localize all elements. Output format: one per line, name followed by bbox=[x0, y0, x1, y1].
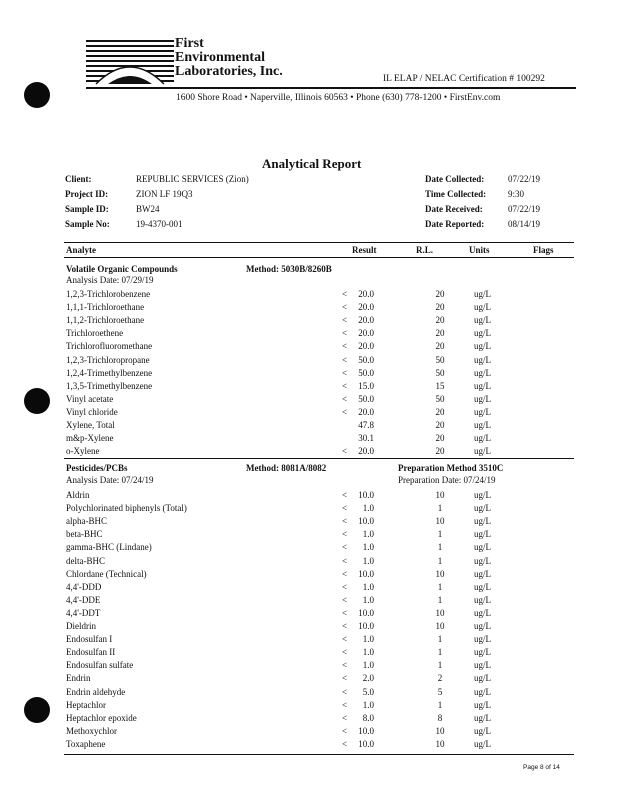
units-cell: ug/L bbox=[474, 647, 491, 658]
analyte-cell: Endrin aldehyde bbox=[66, 686, 126, 697]
less-than-cell: < bbox=[342, 581, 348, 592]
units-cell: ug/L bbox=[474, 503, 491, 514]
units-cell: ug/L bbox=[474, 725, 491, 736]
table-row bbox=[66, 541, 574, 554]
units-cell: ug/L bbox=[474, 594, 491, 605]
pest-prep-method: Preparation Method 3510C bbox=[398, 463, 504, 473]
result-cell: 1.0 bbox=[362, 529, 374, 540]
rl-cell: 10 bbox=[435, 725, 445, 736]
result-cell: 10.0 bbox=[358, 568, 374, 579]
rl-cell: 50 bbox=[435, 393, 445, 404]
less-than-cell: < bbox=[342, 380, 348, 391]
rl-cell: 1 bbox=[437, 555, 443, 566]
col-result: Result bbox=[352, 245, 377, 255]
sample-id-label: Sample ID: bbox=[65, 204, 109, 214]
company-name: First Environmental Laboratories, Inc. bbox=[175, 36, 283, 79]
less-than-cell: < bbox=[342, 406, 348, 417]
table-row bbox=[66, 555, 574, 568]
units-cell: ug/L bbox=[474, 712, 491, 723]
table-row bbox=[66, 725, 574, 738]
units-cell: ug/L bbox=[474, 621, 491, 631]
less-than-cell: < bbox=[342, 634, 348, 645]
units-cell: ug/L bbox=[474, 367, 491, 378]
analyte-cell: 1,1,1-Trichloroethane bbox=[66, 302, 145, 313]
less-than-cell: < bbox=[342, 302, 348, 313]
analyte-cell: Toxaphene bbox=[66, 738, 106, 749]
less-than-cell: < bbox=[342, 516, 348, 527]
date-received-value: 07/22/19 bbox=[508, 204, 541, 214]
less-than-cell: < bbox=[342, 647, 348, 658]
analyte-cell: 1,1,2-Trichloroethane bbox=[66, 315, 145, 326]
table-row bbox=[66, 738, 574, 751]
rl-cell: 20 bbox=[435, 302, 445, 313]
rl-cell: 20 bbox=[435, 328, 445, 339]
less-than-cell: < bbox=[342, 367, 348, 378]
rl-cell: 20 bbox=[435, 406, 445, 417]
analyte-cell: 4,4'-DDE bbox=[66, 594, 101, 605]
rl-cell: 50 bbox=[435, 367, 445, 378]
units-cell: ug/L bbox=[474, 490, 491, 500]
rl-cell: 20 bbox=[435, 420, 445, 430]
units-cell: ug/L bbox=[474, 406, 491, 417]
units-cell: ug/L bbox=[474, 607, 491, 618]
result-cell: 10.0 bbox=[358, 516, 374, 527]
table-row bbox=[66, 646, 574, 659]
rl-cell: 20 bbox=[435, 315, 445, 326]
analyte-cell: Heptachlor epoxide bbox=[66, 712, 137, 723]
pest-method: Method: 8081A/8082 bbox=[246, 463, 327, 473]
table-row bbox=[66, 419, 574, 432]
rl-cell: 1 bbox=[437, 647, 443, 658]
table-row bbox=[66, 568, 574, 581]
result-cell: 1.0 bbox=[362, 503, 374, 514]
less-than-cell: < bbox=[342, 529, 348, 540]
result-cell: 30.1 bbox=[358, 433, 374, 444]
result-cell: 47.8 bbox=[358, 420, 374, 430]
date-collected-label: Date Collected: bbox=[425, 174, 485, 184]
time-collected-label: Time Collected: bbox=[425, 189, 487, 199]
certification-text: IL ELAP / NELAC Certification # 100292 bbox=[383, 74, 545, 84]
less-than-cell: < bbox=[342, 555, 348, 566]
table-row bbox=[66, 301, 574, 314]
company-address: 1600 Shore Road • Naperville, Illinois 60563 • Phone (630) 778-1200 • FirstEnv.com bbox=[176, 93, 501, 103]
result-cell: 20.0 bbox=[358, 289, 374, 299]
result-cell: 10.0 bbox=[358, 738, 374, 749]
result-cell: 1.0 bbox=[362, 634, 374, 645]
analyte-cell: Vinyl chloride bbox=[66, 406, 118, 417]
less-than-cell: < bbox=[342, 607, 348, 618]
less-than-cell: < bbox=[342, 568, 348, 579]
analyte-cell: 4,4'-DDD bbox=[66, 581, 102, 592]
result-cell: 10.0 bbox=[358, 621, 374, 631]
punch-hole-bottom bbox=[24, 697, 50, 723]
table-row bbox=[66, 620, 574, 633]
client-label: Client: bbox=[65, 174, 92, 184]
analyte-cell: Chlordane (Technical) bbox=[66, 568, 147, 579]
units-cell: ug/L bbox=[474, 660, 491, 671]
less-than-cell: < bbox=[342, 446, 348, 457]
analyte-cell: Methoxychlor bbox=[66, 725, 117, 736]
rl-cell: 10 bbox=[435, 621, 445, 631]
analyte-cell: Trichloroethene bbox=[66, 328, 124, 339]
col-analyte: Analyte bbox=[66, 245, 96, 255]
rl-cell: 10 bbox=[435, 607, 445, 618]
units-cell: ug/L bbox=[474, 433, 491, 444]
table-row bbox=[66, 445, 574, 458]
units-cell: ug/L bbox=[474, 354, 491, 365]
analyte-cell: Endrin bbox=[66, 673, 91, 684]
table-row bbox=[66, 367, 574, 380]
rl-cell: 8 bbox=[437, 712, 443, 723]
table-top-rule bbox=[64, 242, 574, 243]
lab-logo-icon bbox=[86, 38, 174, 88]
analyte-cell: Vinyl acetate bbox=[66, 393, 114, 404]
table-row bbox=[66, 354, 574, 367]
result-cell: 10.0 bbox=[358, 725, 374, 736]
col-units: Units bbox=[469, 245, 490, 255]
analyte-cell: Dieldrin bbox=[66, 621, 96, 631]
units-cell: ug/L bbox=[474, 420, 491, 430]
units-cell: ug/L bbox=[474, 555, 491, 566]
page-number: Page 8 of 14 bbox=[523, 764, 560, 771]
units-cell: ug/L bbox=[474, 529, 491, 540]
units-cell: ug/L bbox=[474, 380, 491, 391]
analyte-cell: Endosulfan II bbox=[66, 647, 116, 658]
result-cell: 5.0 bbox=[362, 686, 374, 697]
less-than-cell: < bbox=[342, 699, 348, 710]
units-cell: ug/L bbox=[474, 328, 491, 339]
result-cell: 1.0 bbox=[362, 594, 374, 605]
units-cell: ug/L bbox=[474, 634, 491, 645]
analyte-cell: Aldrin bbox=[66, 490, 90, 500]
result-cell: 50.0 bbox=[358, 393, 374, 404]
rl-cell: 10 bbox=[435, 738, 445, 749]
result-cell: 50.0 bbox=[358, 354, 374, 365]
voc-method: Method: 5030B/8260B bbox=[246, 264, 332, 274]
table-row bbox=[66, 314, 574, 327]
date-received-label: Date Received: bbox=[425, 204, 483, 214]
table-row bbox=[66, 432, 574, 445]
rl-cell: 20 bbox=[435, 433, 445, 444]
units-cell: ug/L bbox=[474, 302, 491, 313]
table-row bbox=[66, 340, 574, 353]
analyte-cell: Xylene, Total bbox=[66, 420, 115, 430]
less-than-cell: < bbox=[342, 594, 348, 605]
less-than-cell: < bbox=[342, 738, 348, 749]
pest-analysis-date: Analysis Date: 07/24/19 bbox=[66, 475, 154, 485]
units-cell: ug/L bbox=[474, 393, 491, 404]
result-cell: 2.0 bbox=[362, 673, 374, 684]
rl-cell: 1 bbox=[437, 542, 443, 553]
units-cell: ug/L bbox=[474, 699, 491, 710]
rl-cell: 1 bbox=[437, 660, 443, 671]
units-cell: ug/L bbox=[474, 542, 491, 553]
rl-cell: 50 bbox=[435, 354, 445, 365]
less-than-cell: < bbox=[342, 725, 348, 736]
col-flags: Flags bbox=[533, 245, 554, 255]
time-collected-value: 9:30 bbox=[508, 189, 525, 199]
less-than-cell: < bbox=[342, 660, 348, 671]
rl-cell: 1 bbox=[437, 699, 443, 710]
analyte-cell: 1,3,5-Trimethylbenzene bbox=[66, 380, 153, 391]
table-row bbox=[66, 672, 574, 685]
analyte-cell: 1,2,3-Trichloropropane bbox=[66, 354, 150, 365]
report-title: Analytical Report bbox=[262, 156, 362, 171]
less-than-cell: < bbox=[342, 341, 348, 352]
rl-cell: 10 bbox=[435, 516, 445, 527]
result-cell: 1.0 bbox=[362, 699, 374, 710]
table-row bbox=[66, 633, 574, 646]
analyte-cell: m&p-Xylene bbox=[66, 433, 114, 444]
date-reported-label: Date Reported: bbox=[425, 219, 485, 229]
rl-cell: 1 bbox=[437, 581, 443, 592]
analyte-cell: 4,4'-DDT bbox=[66, 607, 101, 618]
rl-cell: 20 bbox=[435, 341, 445, 352]
rl-cell: 1 bbox=[437, 529, 443, 540]
client-value: REPUBLIC SERVICES (Zion) bbox=[136, 174, 249, 184]
rl-cell: 2 bbox=[437, 673, 443, 684]
less-than-cell: < bbox=[342, 686, 348, 697]
analyte-cell: o-Xylene bbox=[66, 446, 100, 457]
table-bottom-rule bbox=[64, 754, 574, 755]
units-cell: ug/L bbox=[474, 673, 491, 684]
table-row bbox=[66, 607, 574, 620]
analyte-cell: 1,2,3-Trichlorobenzene bbox=[66, 289, 151, 299]
less-than-cell: < bbox=[342, 712, 348, 723]
table-row bbox=[66, 659, 574, 672]
less-than-cell: < bbox=[342, 621, 348, 631]
less-than-cell: < bbox=[342, 393, 348, 404]
less-than-cell: < bbox=[342, 503, 348, 514]
units-cell: ug/L bbox=[474, 446, 491, 457]
units-cell: ug/L bbox=[474, 315, 491, 326]
result-cell: 20.0 bbox=[358, 328, 374, 339]
sample-no-label: Sample No: bbox=[65, 219, 110, 229]
table-row bbox=[66, 327, 574, 340]
analyte-cell: Endosulfan sulfate bbox=[66, 660, 134, 671]
units-cell: ug/L bbox=[474, 341, 491, 352]
less-than-cell: < bbox=[342, 328, 348, 339]
result-cell: 20.0 bbox=[358, 446, 374, 457]
date-collected-value: 07/22/19 bbox=[508, 174, 541, 184]
less-than-cell: < bbox=[342, 673, 348, 684]
result-cell: 8.0 bbox=[362, 712, 374, 723]
rl-cell: 5 bbox=[437, 686, 443, 697]
units-cell: ug/L bbox=[474, 568, 491, 579]
project-value: ZION LF 19Q3 bbox=[136, 189, 193, 199]
punch-hole-middle bbox=[24, 388, 50, 414]
table-row bbox=[66, 515, 574, 528]
pest-section-title: Pesticides/PCBs bbox=[66, 463, 128, 473]
table-row bbox=[66, 288, 574, 301]
table-row bbox=[66, 686, 574, 699]
table-row bbox=[66, 489, 574, 502]
table-row bbox=[66, 581, 574, 594]
table-row bbox=[66, 393, 574, 406]
date-reported-value: 08/14/19 bbox=[508, 219, 541, 229]
rl-cell: 10 bbox=[435, 568, 445, 579]
result-cell: 1.0 bbox=[362, 581, 374, 592]
analyte-cell: alpha-BHC bbox=[66, 516, 107, 527]
header-rule bbox=[86, 87, 576, 89]
project-label: Project ID: bbox=[65, 189, 109, 199]
less-than-cell: < bbox=[342, 354, 348, 365]
table-row bbox=[66, 712, 574, 725]
rl-cell: 10 bbox=[435, 490, 445, 500]
rl-cell: 1 bbox=[437, 594, 443, 605]
result-cell: 50.0 bbox=[358, 367, 374, 378]
pest-prep-date: Preparation Date: 07/24/19 bbox=[398, 475, 496, 485]
result-cell: 1.0 bbox=[362, 660, 374, 671]
col-rl: R.L. bbox=[416, 245, 434, 255]
analyte-cell: Endosulfan I bbox=[66, 634, 113, 645]
table-row bbox=[66, 528, 574, 541]
analyte-cell: gamma-BHC (Lindane) bbox=[66, 542, 152, 553]
result-cell: 20.0 bbox=[358, 341, 374, 352]
rl-cell: 1 bbox=[437, 634, 443, 645]
less-than-cell: < bbox=[342, 490, 348, 500]
result-cell: 1.0 bbox=[362, 647, 374, 658]
table-row bbox=[66, 406, 574, 419]
units-cell: ug/L bbox=[474, 686, 491, 697]
analyte-cell: Heptachlor bbox=[66, 699, 106, 710]
less-than-cell: < bbox=[342, 315, 348, 326]
analyte-cell: Polychlorinated biphenyls (Total) bbox=[66, 503, 187, 514]
table-row bbox=[66, 699, 574, 712]
units-cell: ug/L bbox=[474, 738, 491, 749]
less-than-cell: < bbox=[342, 542, 348, 553]
table-row bbox=[66, 594, 574, 607]
table-row bbox=[66, 380, 574, 393]
result-cell: 20.0 bbox=[358, 315, 374, 326]
rl-cell: 20 bbox=[435, 289, 445, 299]
result-cell: 1.0 bbox=[362, 555, 374, 566]
table-header-rule bbox=[64, 257, 574, 258]
analyte-cell: 1,2,4-Trimethylbenzene bbox=[66, 367, 153, 378]
result-cell: 15.0 bbox=[358, 380, 374, 391]
rl-cell: 20 bbox=[435, 446, 445, 457]
rl-cell: 15 bbox=[435, 380, 445, 391]
sample-id-value: BW24 bbox=[136, 204, 160, 214]
result-cell: 1.0 bbox=[362, 542, 374, 553]
sample-no-value: 19-4370-001 bbox=[136, 219, 183, 229]
section-divider bbox=[64, 458, 574, 459]
result-cell: 20.0 bbox=[358, 302, 374, 313]
analyte-cell: Trichlorofluoromethane bbox=[66, 341, 153, 352]
rl-cell: 1 bbox=[437, 503, 443, 514]
voc-analysis-date: Analysis Date: 07/29/19 bbox=[66, 275, 154, 285]
units-cell: ug/L bbox=[474, 581, 491, 592]
result-cell: 20.0 bbox=[358, 406, 374, 417]
analyte-cell: beta-BHC bbox=[66, 529, 103, 540]
analyte-cell: delta-BHC bbox=[66, 555, 105, 566]
voc-section-title: Volatile Organic Compounds bbox=[66, 264, 178, 274]
result-cell: 10.0 bbox=[358, 607, 374, 618]
less-than-cell: < bbox=[342, 289, 348, 299]
units-cell: ug/L bbox=[474, 516, 491, 527]
punch-hole-top bbox=[24, 82, 50, 108]
units-cell: ug/L bbox=[474, 289, 491, 299]
result-cell: 10.0 bbox=[358, 490, 374, 500]
table-row bbox=[66, 502, 574, 515]
